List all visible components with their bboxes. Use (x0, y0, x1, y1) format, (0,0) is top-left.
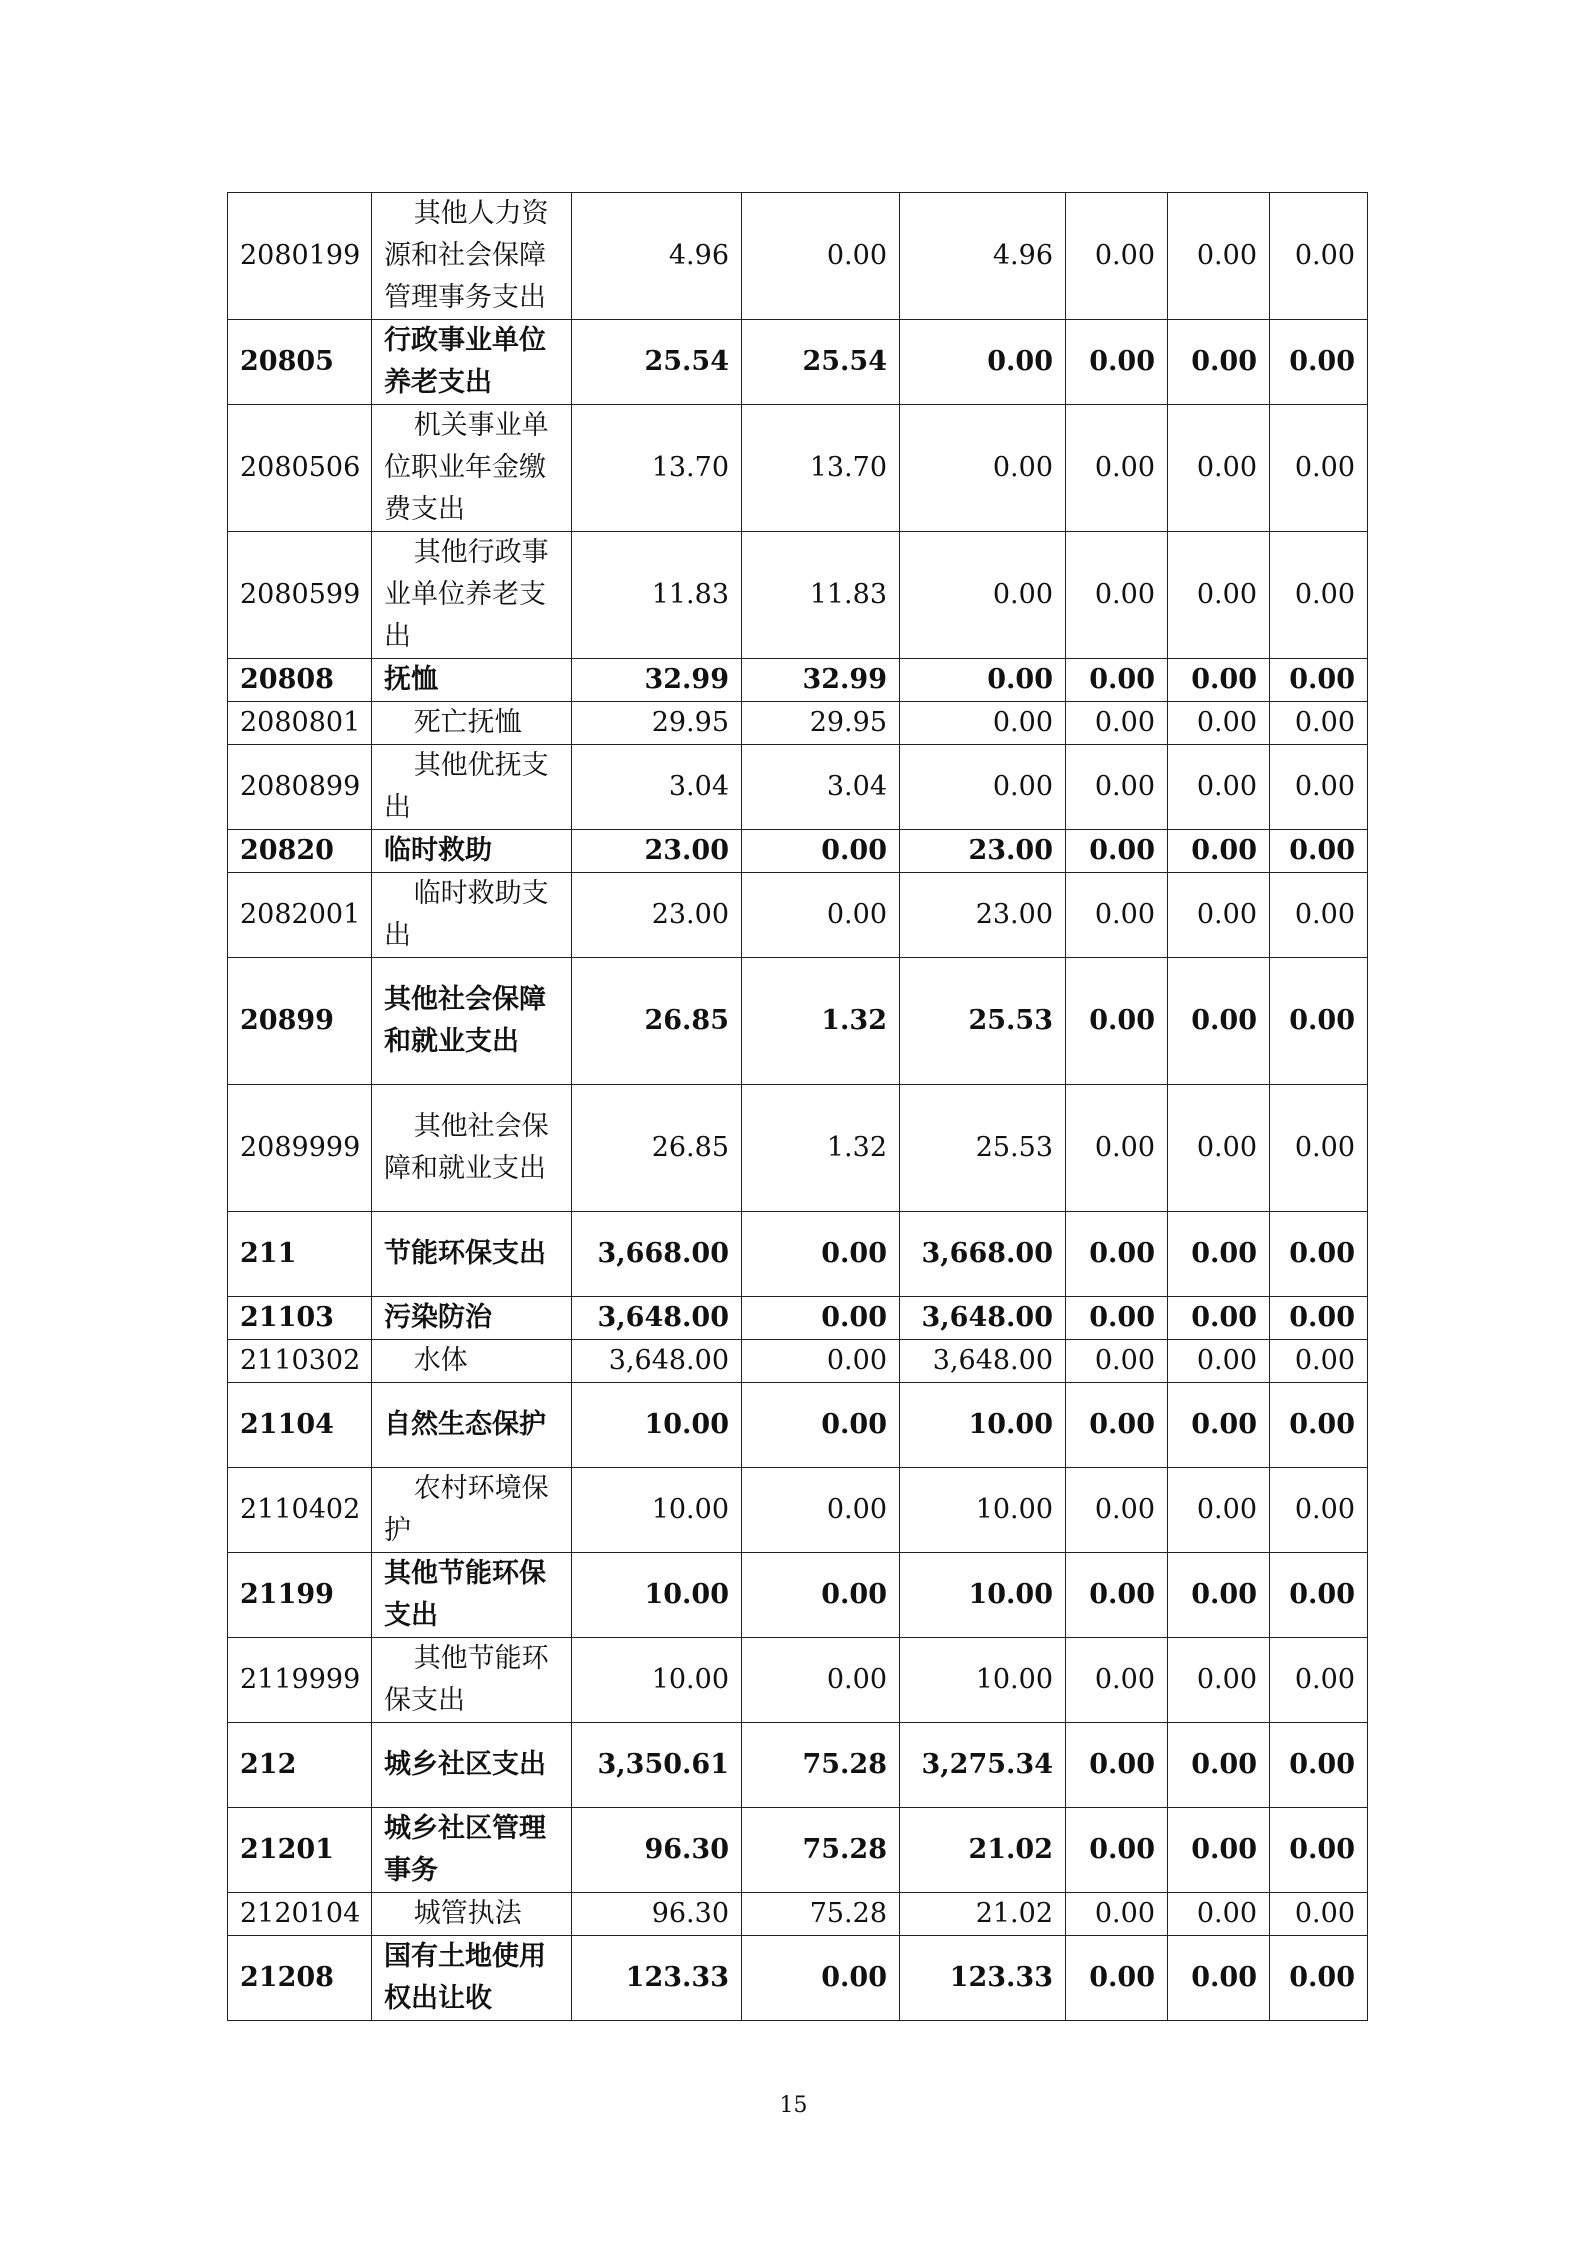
column-4-cell: 0.00 (1066, 1723, 1168, 1808)
project-expense-cell: 0.00 (900, 405, 1066, 532)
code-cell: 20899 (228, 958, 372, 1085)
basic-expense-cell: 0.00 (742, 1468, 900, 1553)
column-6-cell: 0.00 (1270, 1212, 1368, 1297)
name-cell: 农村环境保护 (372, 1468, 572, 1553)
total-cell: 3,648.00 (572, 1297, 742, 1340)
project-expense-cell: 3,648.00 (900, 1297, 1066, 1340)
code-cell: 2110402 (228, 1468, 372, 1553)
table-row (228, 1297, 1368, 1340)
column-4-cell: 0.00 (1066, 1936, 1168, 2021)
table-row (228, 1085, 1368, 1212)
column-6-cell: 0.00 (1270, 193, 1368, 320)
total-cell: 10.00 (572, 1468, 742, 1553)
project-expense-cell: 0.00 (900, 702, 1066, 745)
column-4-cell: 0.00 (1066, 1553, 1168, 1638)
column-6-cell: 0.00 (1270, 1553, 1368, 1638)
column-4-cell: 0.00 (1066, 702, 1168, 745)
column-6-cell: 0.00 (1270, 830, 1368, 873)
column-6-cell: 0.00 (1270, 1383, 1368, 1468)
name-cell: 死亡抚恤 (372, 702, 572, 745)
name-cell: 自然生态保护 (372, 1383, 572, 1468)
total-cell: 23.00 (572, 873, 742, 958)
column-4-cell: 0.00 (1066, 1085, 1168, 1212)
code-cell: 2080506 (228, 405, 372, 532)
basic-expense-cell: 0.00 (742, 1383, 900, 1468)
column-4-cell: 0.00 (1066, 745, 1168, 830)
total-cell: 32.99 (572, 659, 742, 702)
column-5-cell: 0.00 (1168, 1638, 1270, 1723)
column-5-cell: 0.00 (1168, 532, 1270, 659)
column-5-cell: 0.00 (1168, 1297, 1270, 1340)
basic-expense-cell: 75.28 (742, 1808, 900, 1893)
column-4-cell: 0.00 (1066, 1808, 1168, 1893)
total-cell: 4.96 (572, 193, 742, 320)
basic-expense-cell: 0.00 (742, 873, 900, 958)
column-5-cell: 0.00 (1168, 1553, 1270, 1638)
column-5-cell: 0.00 (1168, 1723, 1270, 1808)
basic-expense-cell: 75.28 (742, 1893, 900, 1936)
code-cell: 21199 (228, 1553, 372, 1638)
column-4-cell: 0.00 (1066, 532, 1168, 659)
table-row (228, 1383, 1368, 1468)
total-cell: 11.83 (572, 532, 742, 659)
basic-expense-cell: 0.00 (742, 1212, 900, 1297)
name-cell: 国有土地使用权出让收 (372, 1936, 572, 2021)
project-expense-cell: 0.00 (900, 745, 1066, 830)
column-6-cell: 0.00 (1270, 958, 1368, 1085)
table-body (228, 193, 1368, 2021)
total-cell: 13.70 (572, 405, 742, 532)
code-cell: 21103 (228, 1297, 372, 1340)
project-expense-cell: 21.02 (900, 1893, 1066, 1936)
total-cell: 96.30 (572, 1808, 742, 1893)
page-number: 15 (779, 2093, 808, 2118)
column-6-cell: 0.00 (1270, 745, 1368, 830)
column-4-cell: 0.00 (1066, 1297, 1168, 1340)
project-expense-cell: 10.00 (900, 1383, 1066, 1468)
name-cell: 其他社会保障和就业支出 (372, 1085, 572, 1212)
code-cell: 212 (228, 1723, 372, 1808)
table-row (228, 745, 1368, 830)
table-row (228, 1212, 1368, 1297)
column-5-cell: 0.00 (1168, 958, 1270, 1085)
project-expense-cell: 23.00 (900, 873, 1066, 958)
column-4-cell: 0.00 (1066, 958, 1168, 1085)
column-6-cell: 0.00 (1270, 873, 1368, 958)
code-cell: 2110302 (228, 1340, 372, 1383)
column-5-cell: 0.00 (1168, 405, 1270, 532)
project-expense-cell: 3,648.00 (900, 1340, 1066, 1383)
table-row (228, 1468, 1368, 1553)
table-row (228, 1553, 1368, 1638)
column-6-cell: 0.00 (1270, 1723, 1368, 1808)
basic-expense-cell: 0.00 (742, 1553, 900, 1638)
project-expense-cell: 3,275.34 (900, 1723, 1066, 1808)
code-cell: 2120104 (228, 1893, 372, 1936)
table-row (228, 1936, 1368, 2021)
basic-expense-cell: 32.99 (742, 659, 900, 702)
column-6-cell: 0.00 (1270, 702, 1368, 745)
table-row (228, 659, 1368, 702)
table-row (228, 1808, 1368, 1893)
basic-expense-cell: 25.54 (742, 320, 900, 405)
column-5-cell: 0.00 (1168, 745, 1270, 830)
code-cell: 2082001 (228, 873, 372, 958)
project-expense-cell: 10.00 (900, 1553, 1066, 1638)
total-cell: 29.95 (572, 702, 742, 745)
name-cell: 机关事业单位职业年金缴费支出 (372, 405, 572, 532)
project-expense-cell: 23.00 (900, 830, 1066, 873)
column-6-cell: 0.00 (1270, 1808, 1368, 1893)
column-6-cell: 0.00 (1270, 659, 1368, 702)
project-expense-cell: 21.02 (900, 1808, 1066, 1893)
basic-expense-cell: 29.95 (742, 702, 900, 745)
table-row (228, 1723, 1368, 1808)
name-cell: 临时救助 (372, 830, 572, 873)
column-5-cell: 0.00 (1168, 320, 1270, 405)
basic-expense-cell: 11.83 (742, 532, 900, 659)
total-cell: 23.00 (572, 830, 742, 873)
column-4-cell: 0.00 (1066, 405, 1168, 532)
column-5-cell: 0.00 (1168, 1936, 1270, 2021)
table-row (228, 1893, 1368, 1936)
basic-expense-cell: 0.00 (742, 1297, 900, 1340)
project-expense-cell: 10.00 (900, 1638, 1066, 1723)
project-expense-cell: 0.00 (900, 320, 1066, 405)
column-5-cell: 0.00 (1168, 1893, 1270, 1936)
code-cell: 2080899 (228, 745, 372, 830)
code-cell: 2080801 (228, 702, 372, 745)
column-6-cell: 0.00 (1270, 405, 1368, 532)
basic-expense-cell: 0.00 (742, 1936, 900, 2021)
column-5-cell: 0.00 (1168, 1808, 1270, 1893)
basic-expense-cell: 13.70 (742, 405, 900, 532)
project-expense-cell: 4.96 (900, 193, 1066, 320)
column-5-cell: 0.00 (1168, 1085, 1270, 1212)
column-5-cell: 0.00 (1168, 1383, 1270, 1468)
column-5-cell: 0.00 (1168, 659, 1270, 702)
name-cell: 其他人力资源和社会保障管理事务支出 (372, 193, 572, 320)
code-cell: 2080199 (228, 193, 372, 320)
total-cell: 123.33 (572, 1936, 742, 2021)
project-expense-cell: 123.33 (900, 1936, 1066, 2021)
project-expense-cell: 25.53 (900, 1085, 1066, 1212)
basic-expense-cell: 0.00 (742, 193, 900, 320)
column-4-cell: 0.00 (1066, 1638, 1168, 1723)
project-expense-cell: 3,668.00 (900, 1212, 1066, 1297)
basic-expense-cell: 0.00 (742, 1638, 900, 1723)
column-4-cell: 0.00 (1066, 1212, 1168, 1297)
total-cell: 3.04 (572, 745, 742, 830)
table-row (228, 320, 1368, 405)
table-row (228, 830, 1368, 873)
column-6-cell: 0.00 (1270, 1297, 1368, 1340)
column-6-cell: 0.00 (1270, 1468, 1368, 1553)
column-6-cell: 0.00 (1270, 1893, 1368, 1936)
project-expense-cell: 25.53 (900, 958, 1066, 1085)
budget-table (227, 192, 1368, 2021)
total-cell: 3,350.61 (572, 1723, 742, 1808)
table-row (228, 702, 1368, 745)
table-row (228, 193, 1368, 320)
name-cell: 临时救助支出 (372, 873, 572, 958)
column-4-cell: 0.00 (1066, 830, 1168, 873)
code-cell: 211 (228, 1212, 372, 1297)
table-row (228, 873, 1368, 958)
name-cell: 其他节能环保支出 (372, 1553, 572, 1638)
name-cell: 行政事业单位养老支出 (372, 320, 572, 405)
column-6-cell: 0.00 (1270, 532, 1368, 659)
code-cell: 20820 (228, 830, 372, 873)
table-row (228, 405, 1368, 532)
project-expense-cell: 10.00 (900, 1468, 1066, 1553)
column-5-cell: 0.00 (1168, 702, 1270, 745)
name-cell: 城乡社区管理事务 (372, 1808, 572, 1893)
code-cell: 2089999 (228, 1085, 372, 1212)
basic-expense-cell: 1.32 (742, 958, 900, 1085)
name-cell: 其他社会保障和就业支出 (372, 958, 572, 1085)
name-cell: 其他节能环保支出 (372, 1638, 572, 1723)
name-cell: 城乡社区支出 (372, 1723, 572, 1808)
basic-expense-cell: 0.00 (742, 830, 900, 873)
name-cell: 其他优抚支出 (372, 745, 572, 830)
column-5-cell: 0.00 (1168, 1340, 1270, 1383)
code-cell: 2080599 (228, 532, 372, 659)
total-cell: 10.00 (572, 1383, 742, 1468)
total-cell: 10.00 (572, 1553, 742, 1638)
table-row (228, 958, 1368, 1085)
total-cell: 96.30 (572, 1893, 742, 1936)
name-cell: 城管执法 (372, 1893, 572, 1936)
project-expense-cell: 0.00 (900, 659, 1066, 702)
basic-expense-cell: 1.32 (742, 1085, 900, 1212)
column-6-cell: 0.00 (1270, 1085, 1368, 1212)
total-cell: 25.54 (572, 320, 742, 405)
code-cell: 2119999 (228, 1638, 372, 1723)
code-cell: 20808 (228, 659, 372, 702)
project-expense-cell: 0.00 (900, 532, 1066, 659)
column-6-cell: 0.00 (1270, 1936, 1368, 2021)
basic-expense-cell: 75.28 (742, 1723, 900, 1808)
total-cell: 3,668.00 (572, 1212, 742, 1297)
column-4-cell: 0.00 (1066, 320, 1168, 405)
basic-expense-cell: 3.04 (742, 745, 900, 830)
code-cell: 20805 (228, 320, 372, 405)
name-cell: 水体 (372, 1340, 572, 1383)
column-4-cell: 0.00 (1066, 1340, 1168, 1383)
name-cell: 污染防治 (372, 1297, 572, 1340)
column-4-cell: 0.00 (1066, 1468, 1168, 1553)
table-row (228, 1340, 1368, 1383)
total-cell: 3,648.00 (572, 1340, 742, 1383)
code-cell: 21201 (228, 1808, 372, 1893)
table-row (228, 532, 1368, 659)
name-cell: 抚恤 (372, 659, 572, 702)
code-cell: 21208 (228, 1936, 372, 2021)
column-6-cell: 0.00 (1270, 320, 1368, 405)
total-cell: 26.85 (572, 958, 742, 1085)
column-4-cell: 0.00 (1066, 193, 1168, 320)
column-5-cell: 0.00 (1168, 1212, 1270, 1297)
column-5-cell: 0.00 (1168, 1468, 1270, 1553)
total-cell: 26.85 (572, 1085, 742, 1212)
column-6-cell: 0.00 (1270, 1638, 1368, 1723)
column-4-cell: 0.00 (1066, 659, 1168, 702)
total-cell: 10.00 (572, 1638, 742, 1723)
name-cell: 节能环保支出 (372, 1212, 572, 1297)
column-5-cell: 0.00 (1168, 830, 1270, 873)
basic-expense-cell: 0.00 (742, 1340, 900, 1383)
column-5-cell: 0.00 (1168, 193, 1270, 320)
table-row (228, 1638, 1368, 1723)
name-cell: 其他行政事业单位养老支出 (372, 532, 572, 659)
column-4-cell: 0.00 (1066, 1893, 1168, 1936)
column-6-cell: 0.00 (1270, 1340, 1368, 1383)
column-5-cell: 0.00 (1168, 873, 1270, 958)
column-4-cell: 0.00 (1066, 873, 1168, 958)
code-cell: 21104 (228, 1383, 372, 1468)
column-4-cell: 0.00 (1066, 1383, 1168, 1468)
